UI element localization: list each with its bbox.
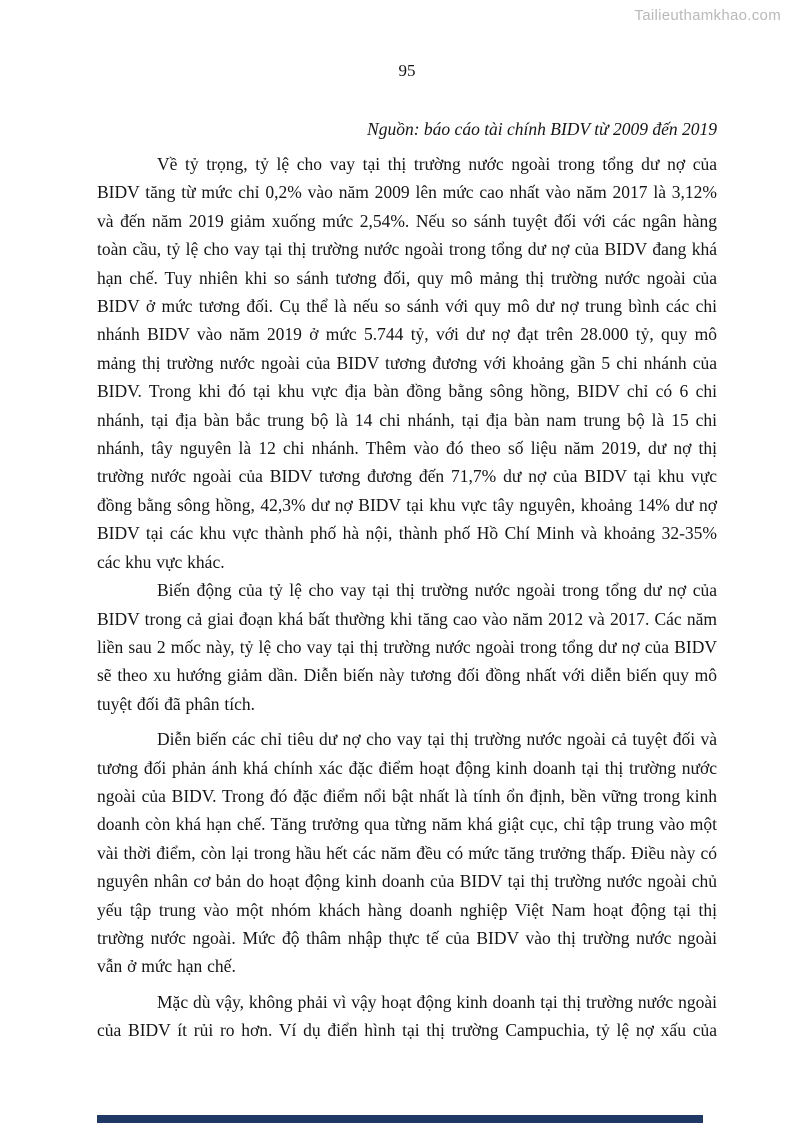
paragraph-characteristics: Diễn biến các chỉ tiêu dư nợ cho vay tại thị trường nước ngoài cả tuyệt đối và tương đối phản ánh khá chính xác đặc điểm hoạt động kinh doanh tại thị trường nước ngoài của BIDV. Trong đó đặc điểm nổi bật nhất là tính ổn định, bền vững trong kinh doanh còn khá hạn chế. Tăng trưởng qua từng năm khá giật cục, chỉ tập trung vào một vài thời điểm, còn lại trong hầu hết các năm đều có mức tăng trưởng thấp. Điều này có nguyên nhân cơ bản do hoạt động kinh doanh của BIDV tại thị trường nước ngoài chủ yếu tập trung vào một nhóm khách hàng doanh nghiệp Việt Nam hoạt động tại thị trường nước ngoài. Mức độ thâm nhập thực tế của BIDV vào thị trường nước ngoài vẫn ở mức hạn chế. — [97, 729, 717, 977]
watermark-text: Tailieuthamkhao.com — [634, 7, 781, 24]
page-content — [97, 0, 717, 1045]
paragraph-ratio-analysis: Về tỷ trọng, tỷ lệ cho vay tại thị trường nước ngoài trong tổng dư nợ của BIDV tăng từ mức chỉ 0,2% vào năm 2009 lên mức cao nhất vào năm 2017 là 3,12% và đến năm 2019 giảm xuống mức 2,54%. Nếu so sánh tuyệt đối với các ngân hàng toàn cầu, tỷ lệ cho vay tại thị trường nước ngoài trong tổng dư nợ của BIDV đang khá hạn chế. Tuy nhiên khi so sánh tương đối, quy mô mảng thị trường nước ngoài của BIDV ở mức tương đối. Cụ thể là nếu so sánh với quy mô dư nợ trung bình các chi nhánh BIDV vào năm 2019 ở mức 5.744 tỷ, với dư nợ đạt trên 28.000 tỷ, quy mô mảng thị trường nước ngoài của BIDV tương đương với khoảng gần 5 chi nhánh của BIDV. Trong khi đó tại khu vực địa bàn đồng bằng sông hồng, BIDV chỉ có 6 chi nhánh, tại địa bàn bắc trung bộ là 14 chi nhánh, tại địa bàn nam trung bộ là 15 chi nhánh, tây nguyên là 12 chi nhánh. Thêm vào đó theo số liệu năm 2019, dư nợ thị trường nước ngoài của BIDV tương đương đến 71,7% dư nợ của BIDV tại khu vực đồng bằng sông hồng, 42,3% dư nợ BIDV tại khu vực tây nguyên, khoảng 14% dư nợ BIDV tại các khu vực thành phố hà nội, thành phố Hồ Chí Minh và khoảng 32-35% các khu vực khác. — [97, 154, 717, 572]
page-number: 95 — [398, 61, 416, 80]
source-caption: Nguồn: báo cáo tài chính BIDV từ 2009 đến 2019 — [367, 119, 717, 139]
paragraph-risk: Mặc dù vậy, không phải vì vậy hoạt động kinh doanh tại thị trường nước ngoài của BIDV ít rủi ro hơn. Ví dụ điển hình tại thị trường Campuchia, tỷ lệ nợ xấu của — [97, 991, 717, 1041]
paragraph-fluctuation: Biến động của tỷ lệ cho vay tại thị trường nước ngoài trong tổng dư nợ của BIDV trong cả giai đoạn khá bất thường khi tăng cao vào năm 2012 và 2017. Các năm liền sau 2 mốc này, tỷ lệ cho vay tại thị trường nước ngoài trong tổng dư nợ của BIDV sẽ theo xu hướng giảm dần. Diễn biến này tương đối đồng nhất với diễn biến quy mô tuyệt đối đã phân tích. — [97, 580, 717, 714]
table-top-edge-rule — [97, 1115, 703, 1123]
